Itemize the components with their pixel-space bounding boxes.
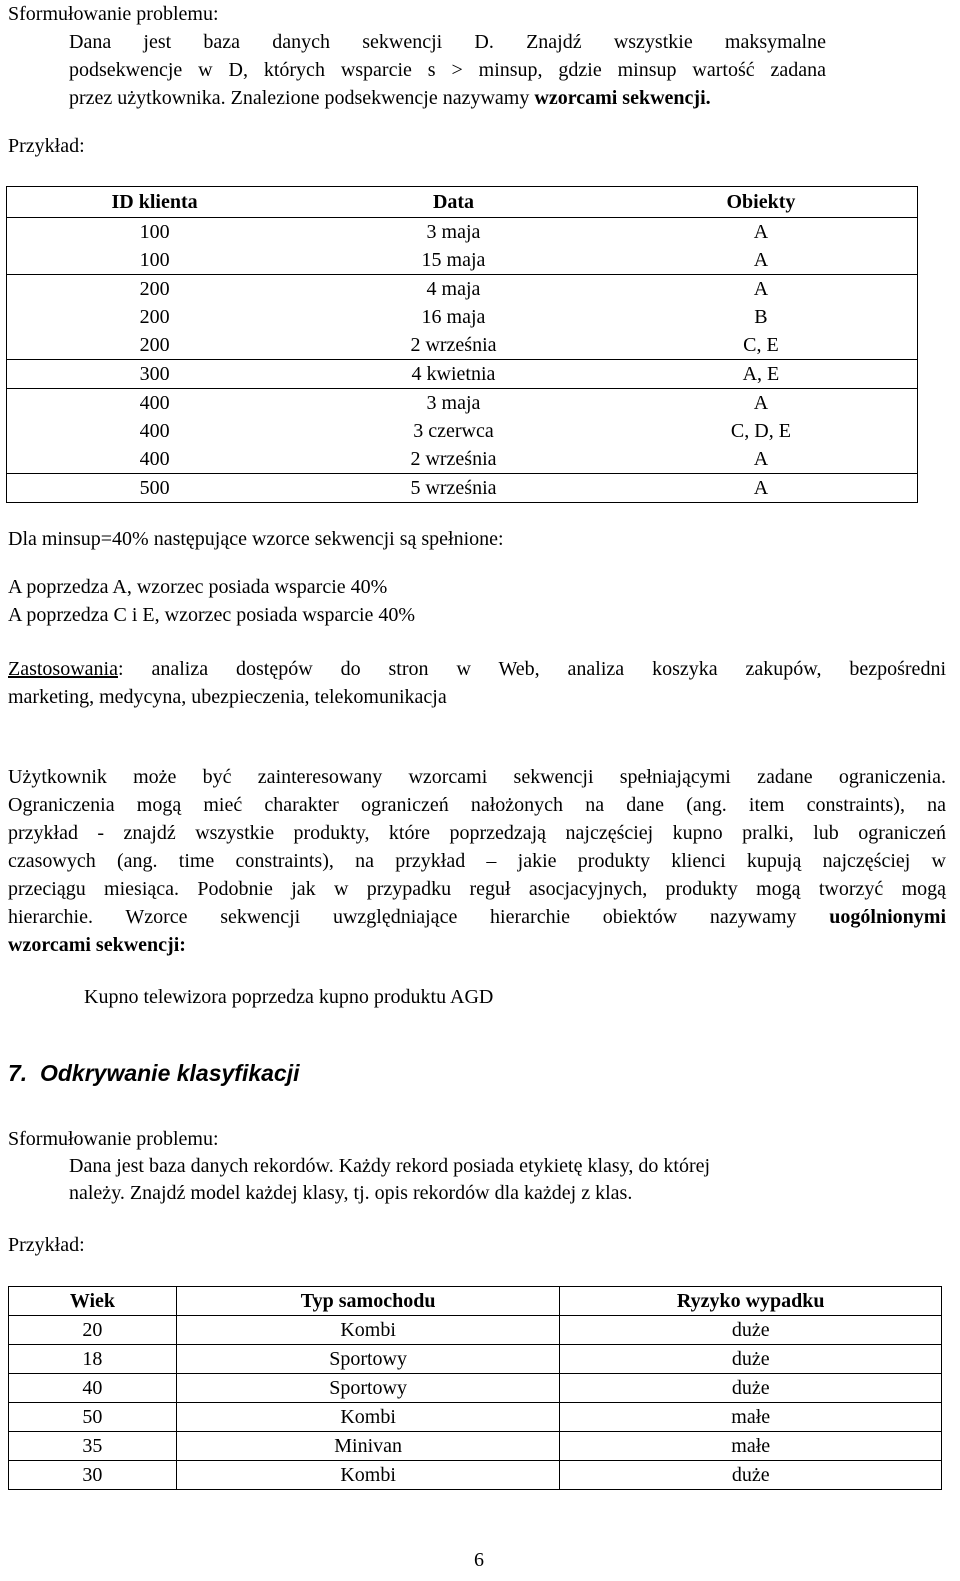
- table-row: [7, 445, 918, 474]
- section-title: Odkrywanie klasyfikacji: [39, 1060, 300, 1086]
- table-cell: 5 września: [410, 477, 497, 499]
- table-cell: A: [605, 445, 918, 474]
- page-number: 6: [474, 1549, 484, 1571]
- table-cell: 30: [9, 1461, 177, 1490]
- table-cell: 100: [139, 221, 170, 243]
- table-cell: A: [753, 278, 769, 300]
- generalized-term: uogólnionymi: [829, 906, 946, 928]
- sequence-patterns-term: wzorcami sekwencji.: [534, 87, 711, 109]
- column-header: ID klienta: [7, 187, 303, 218]
- applications-line-1: [8, 655, 946, 683]
- problem-line-2: podsekwencje w D, których wsparcie s > minsup, gdzie minsup wartość zadana: [69, 59, 826, 81]
- applications-label: Zastosowania: [8, 658, 118, 680]
- problem-label-1: Sformułowanie problemu:: [8, 3, 219, 25]
- column-header: Wiek: [9, 1287, 177, 1316]
- problem-label-2: Sformułowanie problemu:: [8, 1128, 219, 1150]
- table-cell: B: [754, 306, 768, 328]
- table-cell: duże: [560, 1461, 942, 1490]
- table-cell: 35: [9, 1432, 177, 1461]
- pattern-2: A poprzedza C i E, wzorzec posiada wsparcie 40%: [8, 604, 416, 626]
- table-row: [7, 474, 918, 503]
- table-cell: A: [753, 477, 769, 499]
- table-cell: C, E: [605, 331, 918, 360]
- table-row: [9, 1432, 942, 1461]
- problem-line-1: Dana jest baza danych sekwencji D. Znajdź wszystkie maksymalne: [69, 31, 826, 53]
- paragraph-line-5: przeciągu miesiąca. Podobnie jak w przypadku reguł asocjacyjnych, produkty mogą tworzyć mogą: [8, 878, 946, 900]
- table-header-row: [9, 1287, 942, 1316]
- column-header: Obiekty: [605, 187, 918, 218]
- table-cell: 400: [139, 420, 170, 442]
- column-header: Data: [302, 187, 605, 218]
- table-cell: 40: [9, 1374, 177, 1403]
- table-row: [7, 417, 918, 445]
- table-cell: 16 maja: [421, 306, 486, 328]
- table-cell: 500: [139, 477, 170, 499]
- table-row: [9, 1345, 942, 1374]
- table-cell: 18: [9, 1345, 177, 1374]
- table-cell: A: [753, 221, 769, 243]
- applications-text: : analiza dostępów do stron w Web, analiza koszyka zakupów, bezpośredni: [117, 658, 946, 680]
- table-cell: 3 maja: [426, 392, 481, 414]
- table-cell: 4 maja: [426, 278, 481, 300]
- problem2-line-1: Dana jest baza danych rekordów. Każdy rekord posiada etykietę klasy, do której: [69, 1155, 711, 1177]
- table-cell: Kombi: [176, 1461, 560, 1490]
- problem-line-3: [69, 84, 711, 112]
- table-cell: małe: [560, 1403, 942, 1432]
- table-cell: małe: [560, 1432, 942, 1461]
- table-row: [7, 360, 918, 389]
- table-cell: 2 września: [302, 445, 605, 474]
- table-cell: 20: [9, 1316, 177, 1345]
- table-cell: 400: [139, 392, 170, 414]
- table-cell: 200: [7, 331, 303, 360]
- table-row: [7, 389, 918, 418]
- example-label-1: Przykład:: [8, 135, 85, 157]
- column-header: Typ samochodu: [176, 1287, 560, 1316]
- table-cell: Minivan: [176, 1432, 560, 1461]
- table-row: [7, 218, 918, 247]
- paragraph-line-6: [8, 903, 946, 931]
- problem2-line-2: należy. Znajdź model każdej klasy, tj. opis rekordów dla każdej z klas.: [69, 1182, 633, 1204]
- table-cell: Kombi: [176, 1403, 560, 1432]
- section-number: 7.: [8, 1060, 28, 1086]
- problem-line-3-text: przez użytkownika. Znalezione podsekwencje nazywamy: [69, 87, 535, 109]
- minsup-text: Dla minsup=40% następujące wzorce sekwencji są spełnione:: [8, 528, 504, 550]
- table-cell: A: [753, 392, 769, 414]
- table-cell: Sportowy: [176, 1345, 560, 1374]
- table-cell: Sportowy: [176, 1374, 560, 1403]
- section-heading: [8, 1059, 300, 1087]
- example-label-2: Przykład:: [8, 1234, 85, 1256]
- table-row: [7, 331, 918, 360]
- table-row: [9, 1403, 942, 1432]
- table-row: [9, 1461, 942, 1490]
- table-cell: 400: [7, 445, 303, 474]
- table-cell: Kombi: [176, 1316, 560, 1345]
- table-cell: 15 maja: [302, 246, 605, 275]
- table-cell: duże: [560, 1374, 942, 1403]
- paragraph-line-1: Użytkownik może być zainteresowany wzorcami sekwencji spełniającymi zadane ograniczenia.: [8, 766, 946, 788]
- table-cell: 50: [9, 1403, 177, 1432]
- table-row: [7, 303, 918, 331]
- paragraph-line-4: czasowych (ang. time constraints), na przykład – jakie produkty klienci kupują najczęściej w: [8, 850, 946, 872]
- table-cell: A, E: [605, 360, 918, 389]
- pattern-1: A poprzedza A, wzorzec posiada wsparcie 40%: [8, 576, 388, 598]
- paragraph-line-7: [8, 931, 186, 959]
- table-cell: 200: [139, 278, 170, 300]
- table-cell: C, D, E: [730, 420, 791, 442]
- table-row: [9, 1316, 942, 1345]
- applications-line-2: marketing, medycyna, ubezpieczenia, telekomunikacja: [8, 686, 447, 708]
- table-header-row: [7, 187, 918, 218]
- table-cell: 100: [7, 246, 303, 275]
- table-cell: A: [605, 246, 918, 275]
- table-cell: 2 września: [302, 331, 605, 360]
- table-cell: 3 maja: [426, 221, 481, 243]
- table-cell: duże: [560, 1316, 942, 1345]
- table-cell: 3 czerwca: [413, 420, 494, 442]
- table-cell: duże: [560, 1345, 942, 1374]
- table-cell: 300: [7, 360, 303, 389]
- generalized-term-cont: wzorcami sekwencji:: [8, 934, 186, 956]
- paragraph-line-3: przykład - znajdź wszystkie produkty, które poprzedzają najczęściej kupno pralki, lub ograniczeń: [8, 822, 946, 844]
- table-row: [7, 275, 918, 304]
- table-row: [7, 246, 918, 275]
- paragraph-line-2: Ograniczenia mogą mieć charakter ograniczeń nałożonych na dane (ang. item constraints), na: [8, 794, 946, 816]
- paragraph-line-6-text: hierarchie. Wzorce sekwencji uwzględniające hierarchie obiektów nazywamy: [8, 906, 830, 928]
- sequence-database-table: [6, 186, 918, 503]
- column-header: Ryzyko wypadku: [560, 1287, 942, 1316]
- car-risk-table: [8, 1286, 942, 1490]
- table-cell: 200: [139, 306, 170, 328]
- table-row: [9, 1374, 942, 1403]
- example-sentence: Kupno telewizora poprzedza kupno produktu AGD: [84, 986, 494, 1008]
- table-cell: 4 kwietnia: [302, 360, 605, 389]
